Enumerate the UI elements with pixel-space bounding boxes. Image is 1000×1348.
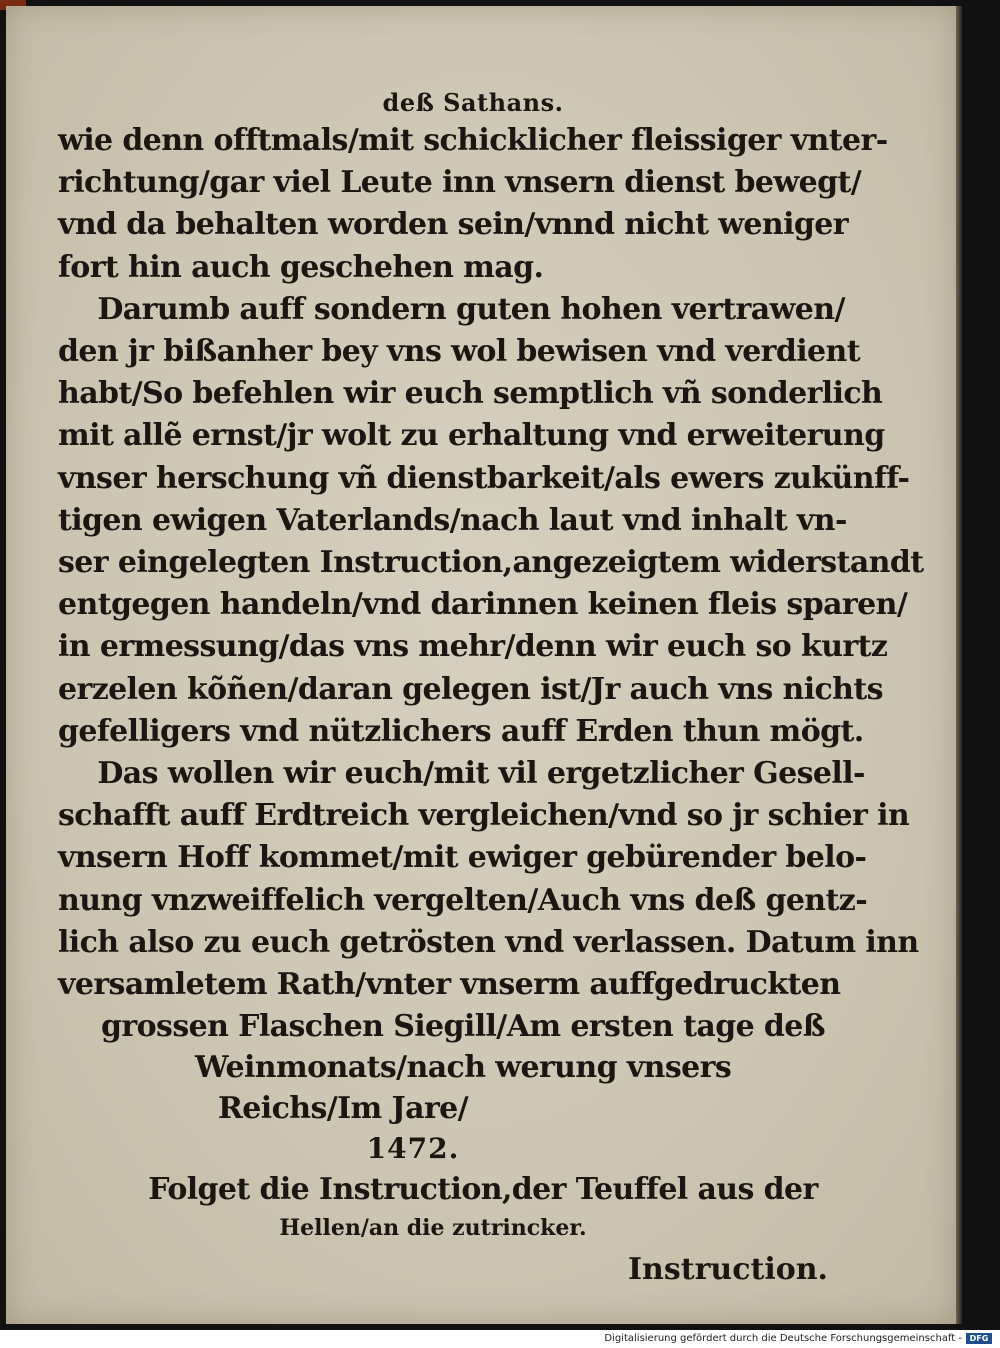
section-title: Instruction.: [628, 1252, 828, 1288]
closing-lines: [58, 1006, 848, 1129]
text-line: versamletem Rath/vnter vnserm auffgedruckten: [58, 967, 841, 1003]
page-edge: [956, 6, 962, 1324]
text-line: habt/So befehlen wir euch semptlich vñ sonderlich: [58, 376, 883, 412]
text-line: mit allẽ ernst/jr wolt zu erhaltung vnd erweiterung: [58, 418, 885, 454]
body-text: [58, 120, 924, 1006]
text-line: vnsern Hoff kommet/mit ewiger gebürender belo-: [58, 840, 867, 876]
text-line: schafft auff Erdtreich vergleichen/vnd so jr schier in: [58, 798, 910, 834]
centered-line: Reichs/Im Jare/: [217, 1091, 469, 1127]
text-line: Darumb auff sondern guten hohen vertrawen/: [58, 291, 845, 327]
text-line: vnd da behalten worden sein/vnnd nicht weniger: [58, 207, 848, 243]
text-line: nung vnzweiffelich vergelten/Auch vns deß gentz-: [58, 882, 868, 918]
text-line: gefelligers vnd nützlichers auff Erden thun mögt.: [58, 713, 864, 749]
text-line: entgegen handeln/vnd darinnen keinen fleis sparen/: [58, 587, 908, 623]
text-line: vnser herschung vñ dienstbarkeit/als ewers zukünff-: [58, 460, 910, 496]
text-line: lich also zu euch getrösten vnd verlassen. Datum inn: [58, 924, 919, 960]
book-page: [6, 6, 956, 1324]
centered-line: grossen Flaschen Siegill/Am ersten tage deß: [101, 1009, 825, 1045]
text-line: fort hin auch geschehen mag.: [58, 249, 544, 285]
year: 1472.: [366, 1132, 460, 1166]
text-line: richtung/gar viel Leute inn vnsern dienst bewegt/: [58, 165, 862, 201]
dfg-logo: DFG: [966, 1333, 992, 1344]
digitization-credit: Digitalisierung gefördert durch die Deutsche Forschungsgemeinschaft -: [604, 1333, 962, 1344]
running-head: deß Sathans.: [382, 88, 564, 117]
page-text: [58, 86, 924, 1295]
text-line: den jr bißanher bey vns wol bewisen vnd verdient: [58, 334, 861, 370]
centered-line: Weinmonats/nach werung vnsers: [194, 1050, 732, 1086]
text-line: Das wollen wir euch/mit vil ergetzlicher Gesell-: [58, 756, 865, 792]
text-line: tigen ewigen Vaterlands/nach laut vnd inhalt vn-: [58, 502, 847, 538]
instruction-subheading: Hellen/an die zutrincker.: [279, 1215, 587, 1242]
instruction-heading: Folget die Instruction,der Teuffel aus der: [148, 1172, 818, 1208]
text-line: wie denn offtmals/mit schicklicher fleissiger vnter-: [58, 123, 888, 158]
text-line: in ermessung/das vns mehr/denn wir euch so kurtz: [58, 629, 888, 665]
text-line: ser eingelegten Instruction,angezeigtem widerstandt: [58, 545, 924, 581]
text-line: erzelen kõñen/daran gelegen ist/Jr auch vns nichts: [58, 671, 883, 707]
